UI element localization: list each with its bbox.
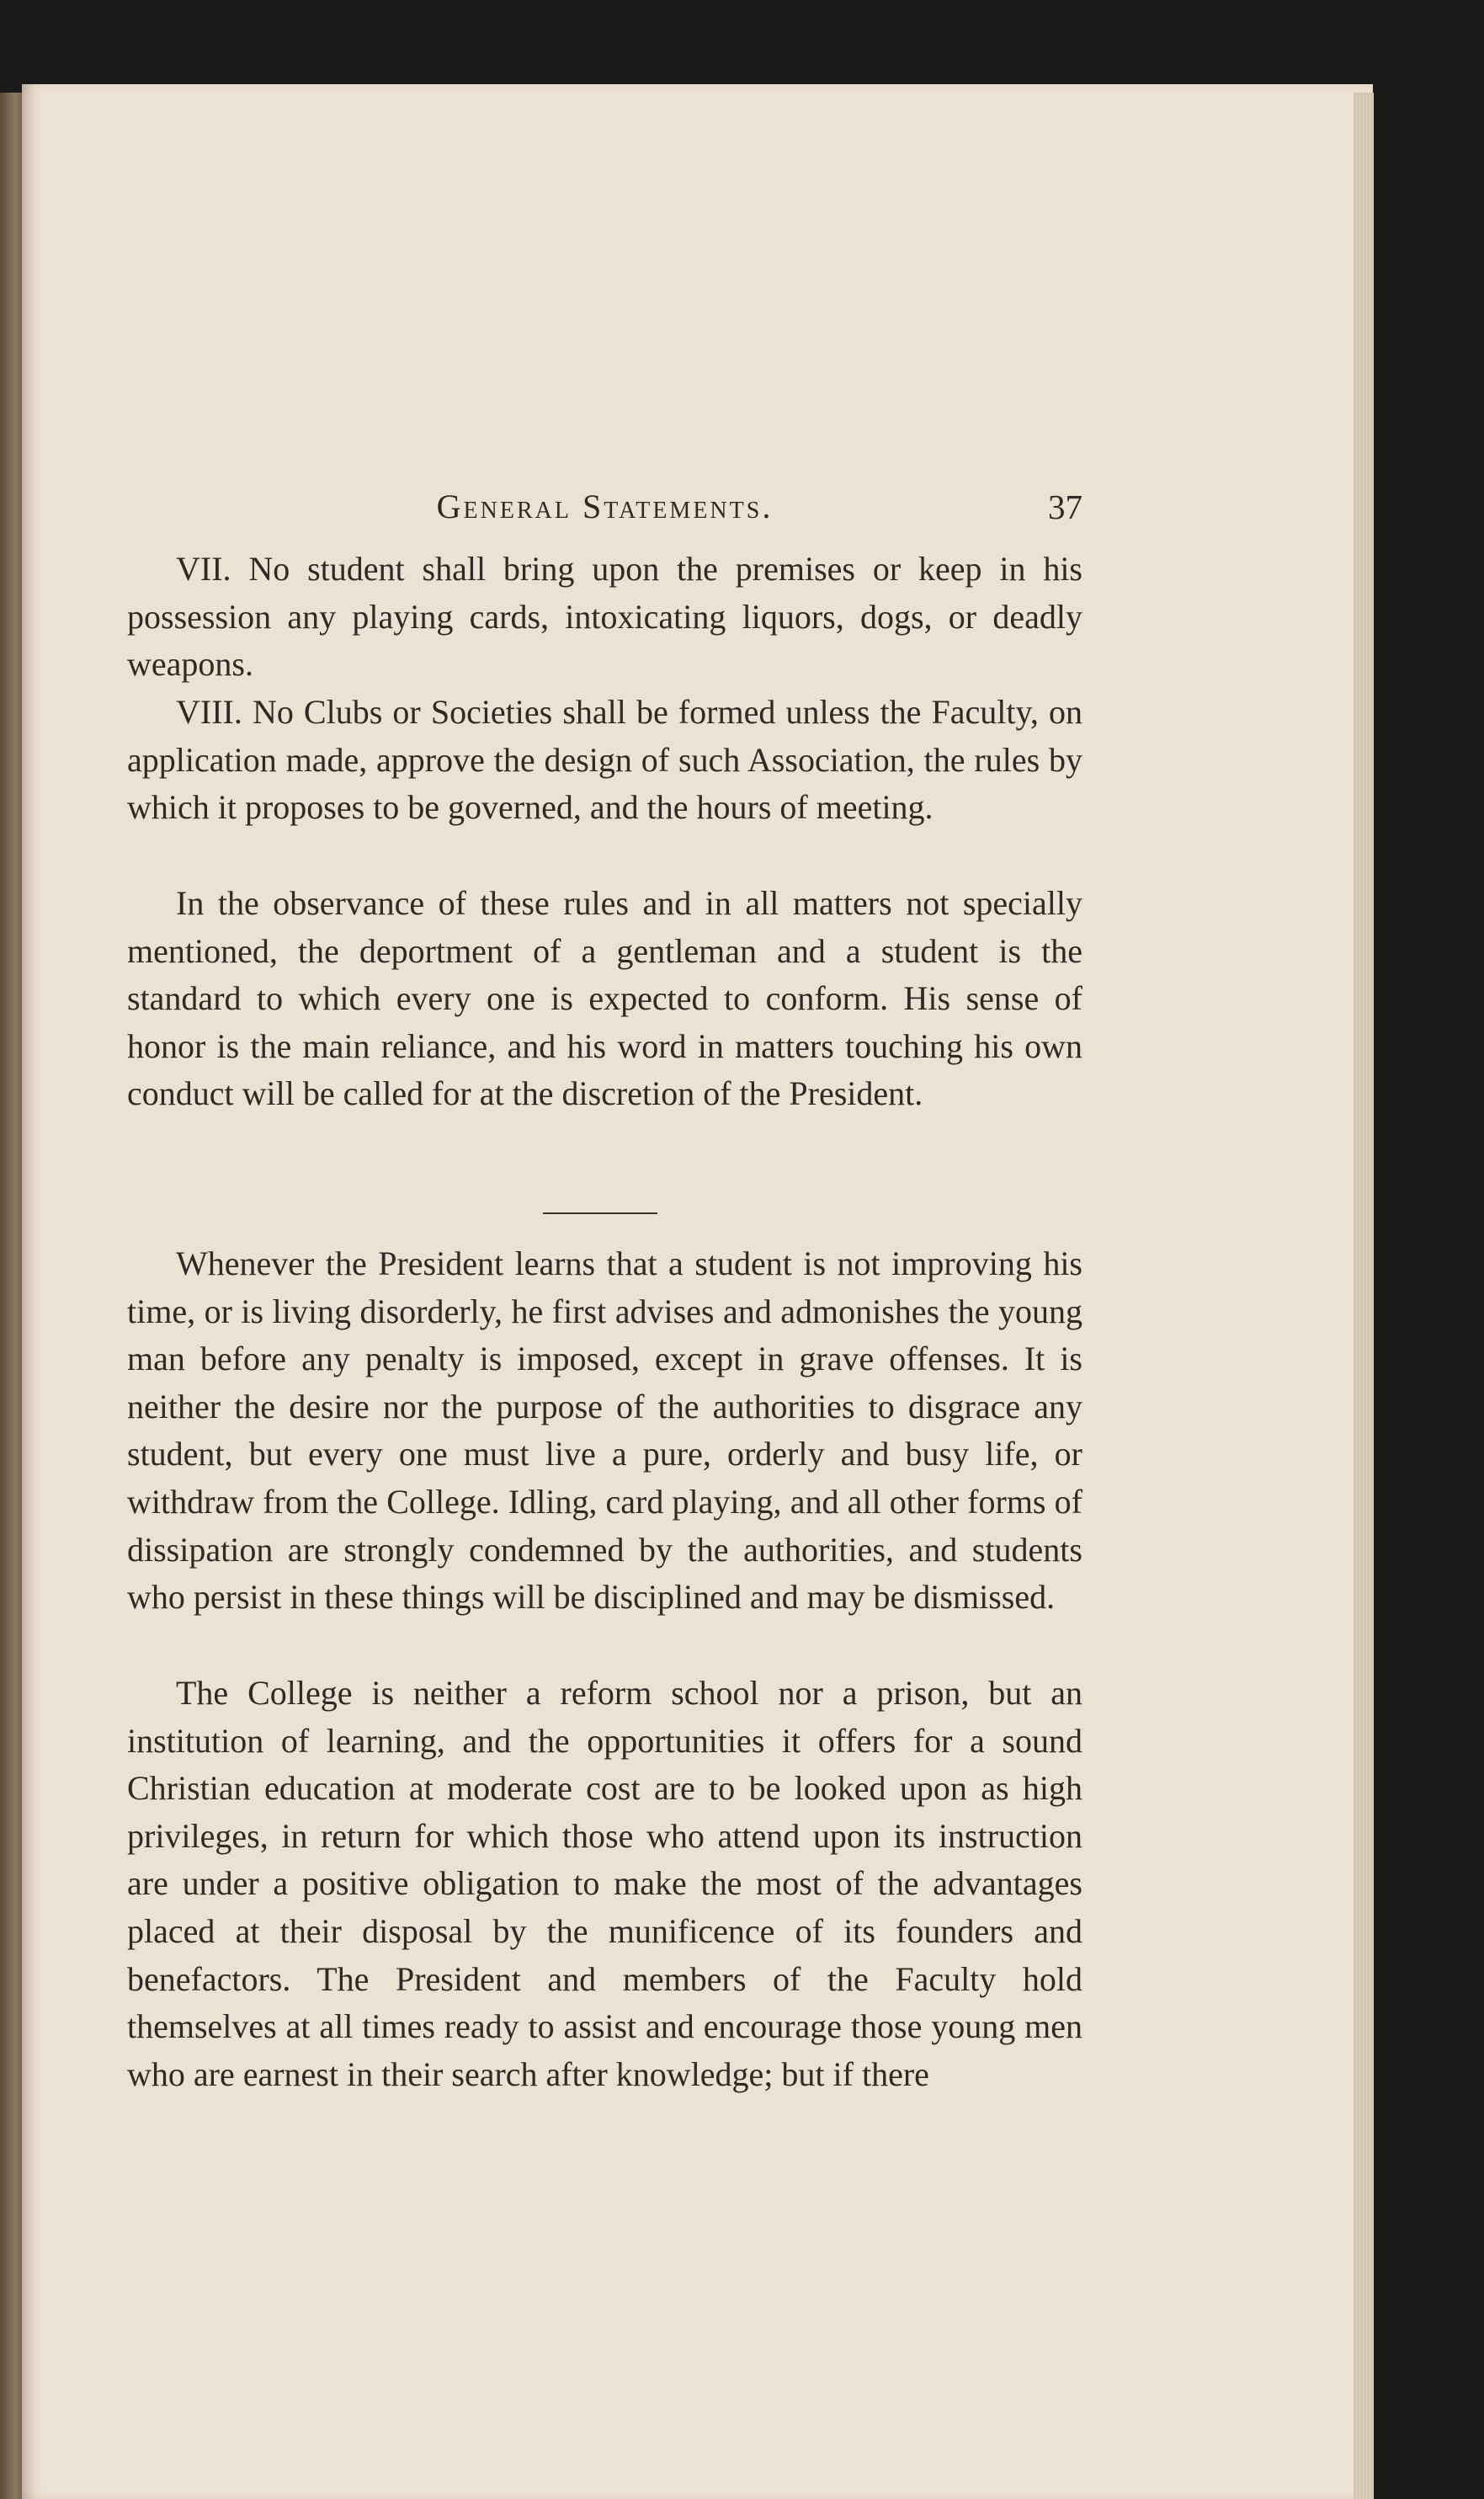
paragraph-admonition: Whenever the President learns that a student is not improving his time, or is living disorderly, he first advises and admonishes the young man before any penalty is imposed, except in grave offenses. It is neither the desire nor the purpose of the authorities to disgrace any student, but every one must live a pure, orderly and busy life, or withdraw from the College. Idling, card playing, and all other forms of dissipation are strongly condemned by the authorities, and students who persist in these things will be disciplined and may be dismissed. [127,1244,1082,1617]
page-fore-edge [1354,93,1374,2499]
book-page [22,84,1373,2499]
section-divider [543,1212,657,1214]
paragraph-deportment: In the observance of these rules and in all matters not specially mentioned, the deportment of a gentleman and a student is the standard to which every one is expected to conform. His sense of honor is the main reliance, and his word in matters touching his own conduct will be called for at the discretion of the President. [127,884,1082,1113]
page-number: 37 [1048,488,1082,526]
paragraph-college-purpose: The College is neither a reform school nor a prison, but an institution of learning, and the opportunities it offers for a sound Christian education at moderate cost are to be looked upon as high privileges, in return for which those who attend upon its instruction are under a positive obligation to make the most of the advantages placed at their disposal by the munificence of its founders and benefactors. The President and members of the Faculty hold themselves at all times ready to assist and encourage those young men who are earnest in their search after knowledge; but if there [127,1674,1082,2093]
paragraph-rule-viii: VIII. No Clubs or Societies shall be formed unless the Faculty, on application made, approve the design of such Association, the rules by which it proposes to be governed, and the hours of meeting. [127,693,1082,827]
running-head-title: General Statements. [436,488,774,525]
paragraph-rule-vii: VII. No student shall bring upon the premises or keep in his possession any playing cards, intoxicating liquors, dogs, or deadly weapons. [127,550,1082,684]
running-head [127,487,1082,537]
